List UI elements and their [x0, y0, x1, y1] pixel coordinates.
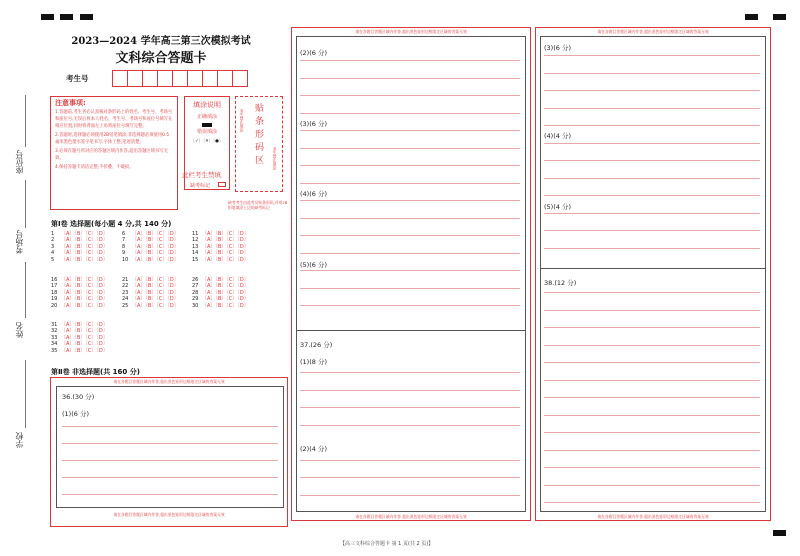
answer-line — [300, 390, 520, 391]
answer-line — [544, 292, 760, 293]
choice-row[interactable] — [122, 303, 179, 309]
panel-banner: 请在各题目答题区域内作答,超出黑色矩形边框限定区域的答案无效 — [355, 514, 467, 519]
choice-options[interactable]: 〔A〕〔B〕〔C〕〔D〕 — [61, 243, 108, 250]
answer-line — [544, 230, 760, 231]
answer-line — [544, 327, 760, 328]
answer-line — [544, 415, 760, 416]
alignment-mark — [80, 14, 93, 20]
name-field[interactable] — [25, 262, 26, 318]
answer-line — [300, 130, 520, 131]
question-38-label: 38.(12 分) — [544, 279, 577, 287]
answer-line — [544, 90, 760, 91]
barcode-left-note: 考生禁止填涂 — [240, 109, 245, 132]
choice-number: 14 — [192, 250, 199, 257]
choice-number: 35 — [51, 347, 58, 354]
choice-options[interactable]: 〔A〕〔B〕〔C〕〔D〕 — [202, 256, 249, 263]
section2-title: 第Ⅱ卷 非选择题(共 160 分) — [51, 368, 140, 376]
absent-title: 此栏考生禁填 — [182, 171, 221, 179]
answer-line — [544, 55, 760, 56]
choice-number: 27 — [192, 283, 199, 290]
notice-item: 3.必须在题号所对应的答题区域内作答,超出答题区域书写无效。 — [55, 149, 168, 161]
choice-options[interactable]: 〔A〕〔B〕〔C〕〔D〕 — [61, 296, 108, 303]
wrong-fill-label: 错误填涂 — [196, 129, 217, 135]
correct-fill-label: 正确填涂 — [196, 114, 217, 120]
choice-options[interactable]: 〔A〕〔B〕〔C〕〔D〕 — [202, 283, 249, 290]
panel-banner: 请在各题目答题区域内作答,超出黑色矩形边框限定区域的答案无效 — [597, 29, 709, 34]
answer-line — [62, 426, 278, 427]
answer-inner-box — [56, 386, 284, 508]
choice-options[interactable]: 〔A〕〔B〕〔C〕〔D〕 — [132, 283, 179, 290]
alignment-mark — [773, 14, 786, 20]
answer-line — [300, 495, 520, 496]
choice-row[interactable] — [51, 348, 108, 354]
answer-line — [300, 477, 520, 478]
choice-number: 3 — [51, 243, 55, 250]
choice-number: 22 — [122, 283, 129, 290]
choice-row[interactable] — [51, 303, 108, 309]
choice-options[interactable]: 〔A〕〔B〕〔C〕〔D〕 — [202, 296, 249, 303]
name-label: 姓名 — [15, 322, 24, 338]
seat-number-label: 座位号 — [15, 150, 24, 174]
answer-line — [300, 407, 520, 408]
answer-line — [300, 460, 520, 461]
question-36-3-label: (3)(6 分) — [300, 120, 327, 128]
answer-line — [300, 200, 520, 201]
answer-line — [544, 380, 760, 381]
exam-title: 2023—2024 学年高三第三次模拟考试 — [71, 36, 251, 47]
choice-options[interactable]: 〔A〕〔B〕〔C〕〔D〕 — [202, 243, 249, 250]
answer-line — [544, 362, 760, 363]
panel-banner: 请在各题目答题区域内作答,超出黑色矩形边框限定区域的答案无效 — [597, 514, 709, 519]
page-footer: 【高三文科综合答题卡 第 1 页(共 2 页)】 — [340, 541, 434, 547]
choice-number: 26 — [192, 277, 199, 283]
examinee-number-label: 考生号 — [66, 74, 89, 83]
choice-number: 34 — [51, 341, 58, 348]
choice-options[interactable]: 〔A〕〔B〕〔C〕〔D〕 — [61, 322, 108, 328]
question-36-1-label: (1)(6 分) — [62, 410, 89, 418]
seat-number-field[interactable] — [25, 95, 26, 147]
answer-line — [544, 310, 760, 311]
answer-line — [544, 195, 760, 196]
answer-line — [544, 467, 760, 468]
question-36-4-label: (4)(6 分) — [300, 190, 327, 198]
choice-row[interactable] — [51, 257, 108, 263]
choice-number: 17 — [51, 283, 58, 290]
answer-line — [544, 485, 760, 486]
answer-line — [62, 443, 278, 444]
alignment-mark — [745, 14, 758, 20]
choice-number: 8 — [122, 243, 126, 250]
examinee-number-boxes[interactable] — [112, 70, 247, 87]
choice-options[interactable]: 〔A〕〔B〕〔C〕〔D〕 — [132, 231, 179, 237]
question-36-5-label: (5)(6 分) — [300, 261, 327, 269]
answer-line — [300, 113, 520, 114]
answer-line — [300, 148, 520, 149]
choice-number: 9 — [122, 250, 126, 257]
answer-line — [300, 165, 520, 166]
barcode-bottom-note: 缺考考生由监考员贴条形码,并用2B铅笔填涂上边的缺考标记 — [228, 200, 288, 210]
choice-block — [192, 277, 249, 309]
room-number-field[interactable] — [25, 180, 26, 228]
notice-box — [50, 96, 178, 210]
answer-line — [544, 432, 760, 433]
choice-options[interactable]: 〔A〕〔B〕〔C〕〔D〕 — [202, 231, 249, 237]
question-separator — [540, 268, 766, 269]
choice-number: 10 — [122, 256, 129, 263]
choice-options[interactable]: 〔A〕〔B〕〔C〕〔D〕 — [61, 341, 108, 348]
panel-banner: 请在各题目答题区域内作答,超出黑色矩形边框限定区域的答案无效 — [113, 512, 225, 517]
choice-options[interactable]: 〔A〕〔B〕〔C〕〔D〕 — [202, 277, 249, 283]
choice-number: 21 — [122, 277, 129, 283]
choice-number: 25 — [122, 302, 129, 309]
choice-block — [51, 231, 108, 263]
choice-options[interactable]: 〔A〕〔B〕〔C〕〔D〕 — [132, 243, 179, 250]
answer-line — [62, 460, 278, 461]
choice-block — [51, 322, 108, 354]
answer-line — [544, 213, 760, 214]
question-37-4-label: (4)(4 分) — [544, 132, 571, 140]
question-36-2-label: (2)(6 分) — [300, 49, 327, 57]
question-37-label: 37.(26 分) — [300, 341, 333, 349]
section1-title: 第Ⅰ卷 选择题(每小题 4 分,共 140 分) — [51, 220, 172, 228]
question-37-3-label: (3)(6 分) — [544, 44, 571, 52]
answer-line — [300, 218, 520, 219]
choice-number: 33 — [51, 334, 58, 341]
answer-line — [300, 288, 520, 289]
answer-line — [300, 78, 520, 79]
choice-options[interactable]: 〔A〕〔B〕〔C〕〔D〕 — [202, 250, 249, 257]
choice-options[interactable]: 〔A〕〔B〕〔C〕〔D〕 — [61, 250, 108, 257]
choice-row[interactable] — [192, 257, 249, 263]
barcode-title: 贴 条 形 码 区 — [255, 104, 265, 166]
choice-number: 4 — [51, 250, 55, 257]
panel-banner: 请在各题目答题区域内作答,超出黑色矩形边框限定区域的答案无效 — [355, 29, 467, 34]
choice-options[interactable]: 〔A〕〔B〕〔C〕〔D〕 — [61, 283, 108, 290]
fill-guide-title: 填涂说明 — [193, 101, 221, 109]
choice-number: 18 — [51, 289, 58, 296]
choice-number: 16 — [51, 277, 58, 283]
room-number-label: 考场号 — [15, 230, 24, 254]
choice-number: 31 — [51, 322, 58, 328]
correct-fill-sample — [202, 123, 212, 127]
answer-line — [300, 270, 520, 271]
choice-number: 30 — [192, 302, 199, 309]
choice-options[interactable]: 〔A〕〔B〕〔C〕〔D〕 — [132, 277, 179, 283]
choice-options[interactable]: 〔A〕〔B〕〔C〕〔D〕 — [61, 302, 108, 309]
answer-line — [544, 143, 760, 144]
answer-line — [300, 305, 520, 306]
question-37-2-label: (2)(4 分) — [300, 445, 327, 453]
choice-number: 24 — [122, 296, 129, 303]
wrong-fill-samples: 〔✓〕〔✕〕〔●〕 — [190, 139, 224, 144]
answer-line — [544, 397, 760, 398]
choice-options[interactable]: 〔A〕〔B〕〔C〕〔D〕 — [61, 347, 108, 354]
choice-block — [51, 277, 108, 309]
question-separator — [296, 330, 526, 331]
answer-line — [300, 183, 520, 184]
choice-options[interactable]: 〔A〕〔B〕〔C〕〔D〕 — [132, 237, 179, 244]
notice-item: 1.答题前,考生务必认真核对条形码上的姓名、考生号、考场号和座位号,无误后将本人姓名、考生号、考场号和座位号填写在相应位置,同时将背面左上角将座位号填写完整。 — [55, 110, 173, 129]
alignment-mark — [41, 14, 54, 20]
answer-line — [300, 95, 520, 96]
answer-line — [544, 248, 760, 249]
choice-number: 11 — [192, 231, 199, 237]
answer-line — [544, 125, 760, 126]
choice-options[interactable]: 〔A〕〔B〕〔C〕〔D〕 — [132, 250, 179, 257]
choice-options[interactable]: 〔A〕〔B〕〔C〕〔D〕 — [61, 334, 108, 341]
card-title: 文科综合答题卡 — [115, 51, 207, 66]
choice-number: 1 — [51, 231, 55, 237]
absent-label: 缺考标记 — [190, 183, 211, 189]
choice-row[interactable] — [192, 303, 249, 309]
answer-line — [300, 60, 520, 61]
choice-number: 12 — [192, 237, 199, 244]
answer-line — [300, 253, 520, 254]
choice-number: 13 — [192, 243, 199, 250]
panel-banner: 请在各题目答题区域内作答,超出黑色矩形边框限定区域的答案无效 — [113, 379, 225, 384]
answer-line — [300, 372, 520, 373]
alignment-mark — [60, 14, 73, 20]
choice-options[interactable]: 〔A〕〔B〕〔C〕〔D〕 — [61, 237, 108, 244]
choice-options[interactable]: 〔A〕〔B〕〔C〕〔D〕 — [202, 302, 249, 309]
choice-options[interactable]: 〔A〕〔B〕〔C〕〔D〕 — [132, 296, 179, 303]
choice-number: 29 — [192, 296, 199, 303]
answer-line — [62, 494, 278, 495]
choice-block — [192, 231, 249, 263]
barcode-area — [235, 96, 283, 192]
choice-number: 6 — [122, 231, 126, 237]
answer-line — [62, 477, 278, 478]
choice-options[interactable]: 〔A〕〔B〕〔C〕〔D〕 — [61, 231, 108, 237]
choice-number: 15 — [192, 256, 199, 263]
question-37-1-label: (1)(8 分) — [300, 358, 327, 366]
notice-heading: 注意事项: — [55, 99, 86, 107]
notice-item: 2.答题时,选择题必须使用2B铅笔填涂;非选择题必须使用0.5毫米黑色墨水签字笔书写,字体工整,笔迹清楚。 — [55, 133, 169, 145]
alignment-mark — [773, 530, 786, 536]
choice-block — [122, 231, 179, 263]
choice-number: 32 — [51, 328, 58, 335]
choice-number: 19 — [51, 296, 58, 303]
question-37-5-label: (5)(4 分) — [544, 203, 571, 211]
notice-item: 4.保持答题卡清洁完整,不折叠、不破损。 — [55, 165, 134, 170]
answer-line — [544, 178, 760, 179]
absent-checkbox[interactable] — [218, 182, 226, 187]
choice-number: 2 — [51, 237, 55, 244]
choice-options[interactable]: 〔A〕〔B〕〔C〕〔D〕 — [61, 256, 108, 263]
choice-number: 23 — [122, 289, 129, 296]
school-field[interactable] — [25, 360, 26, 428]
choice-options[interactable]: 〔A〕〔B〕〔C〕〔D〕 — [61, 289, 108, 296]
choice-options[interactable]: 〔A〕〔B〕〔C〕〔D〕 — [202, 289, 249, 296]
choice-options[interactable]: 〔A〕〔B〕〔C〕〔D〕 — [61, 328, 108, 335]
choice-options[interactable]: 〔A〕〔B〕〔C〕〔D〕 — [61, 277, 108, 283]
choice-row[interactable] — [122, 257, 179, 263]
answer-line — [544, 160, 760, 161]
question-36-label: 36.(30 分) — [62, 393, 95, 401]
choice-options[interactable]: 〔A〕〔B〕〔C〕〔D〕 — [132, 289, 179, 296]
choice-options[interactable]: 〔A〕〔B〕〔C〕〔D〕 — [132, 256, 179, 263]
answer-line — [544, 345, 760, 346]
answer-line — [544, 450, 760, 451]
answer-inner-box — [296, 36, 526, 512]
choice-options[interactable]: 〔A〕〔B〕〔C〕〔D〕 — [202, 237, 249, 244]
answer-line — [300, 425, 520, 426]
choice-number: 28 — [192, 289, 199, 296]
answer-line — [300, 235, 520, 236]
choice-number: 20 — [51, 302, 58, 309]
answer-line — [544, 73, 760, 74]
choice-options[interactable]: 〔A〕〔B〕〔C〕〔D〕 — [132, 302, 179, 309]
choice-number: 5 — [51, 256, 55, 263]
choice-number: 7 — [122, 237, 126, 244]
school-label: 学校 — [15, 432, 24, 448]
answer-line — [544, 502, 760, 503]
choice-block — [122, 277, 179, 309]
answer-line — [544, 108, 760, 109]
barcode-right-note: 考生禁止填涂 — [273, 147, 278, 170]
